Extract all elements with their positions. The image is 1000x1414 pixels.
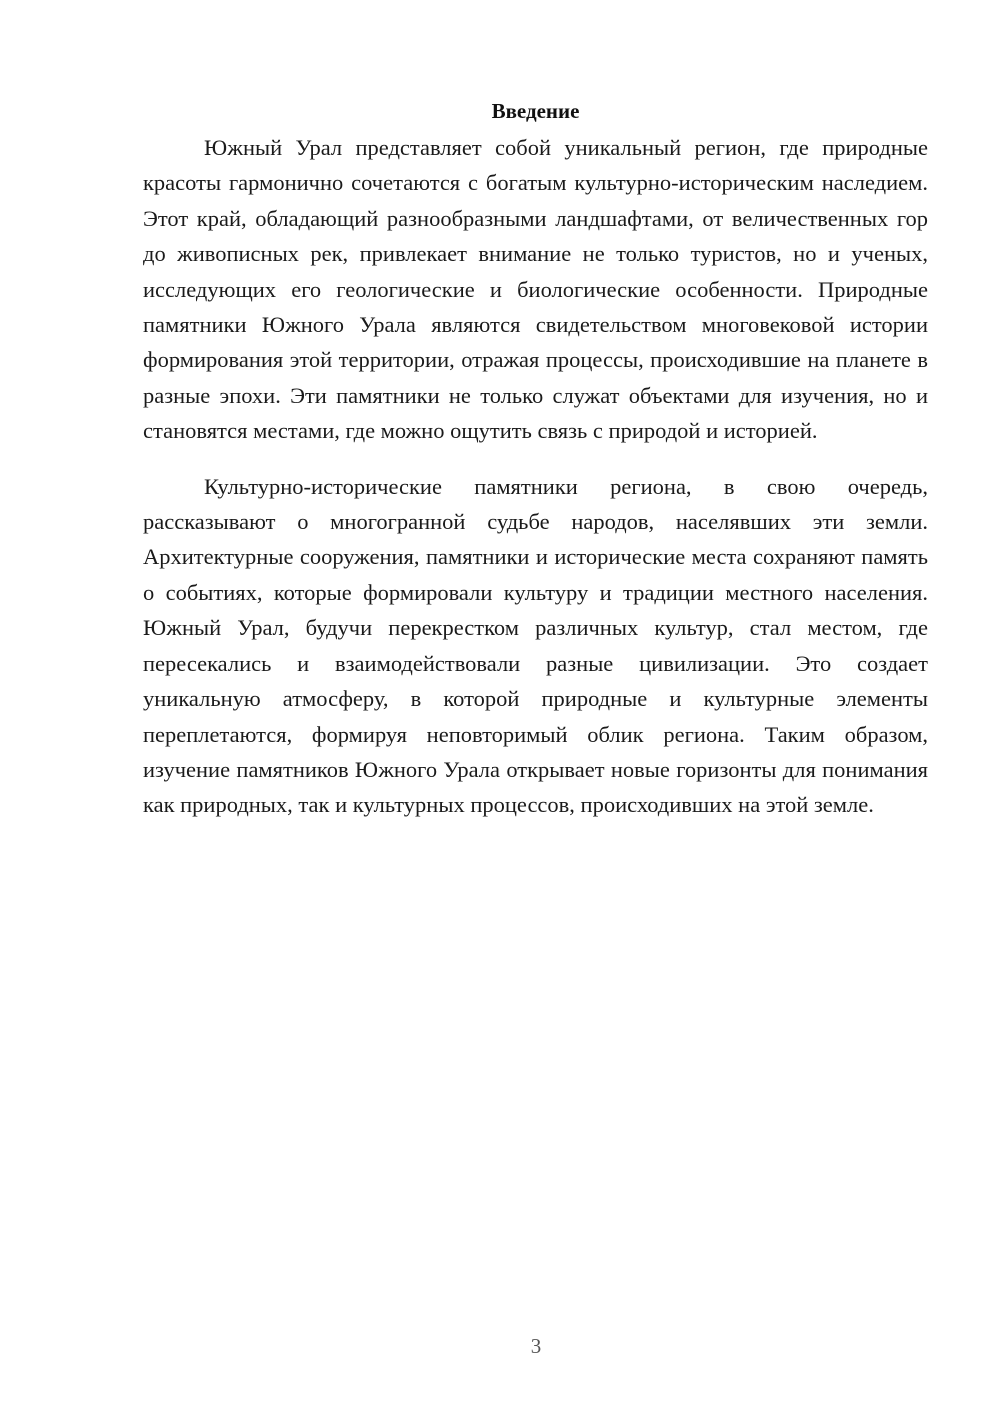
paragraph-2: Культурно-исторические памятники региона, в свою очередь, рассказывают о многогранной судьбе народов, населявших эти земли. Архитектурные сооружения, памятники и исторические места сохраняют память о событиях, которые формировали культуру и традиции местного населения. Южный Урал, будучи перекрестком различных культур, стал местом, где пересекались и взаимодействовали разные цивилизации. Это создает уникальную атмосферу, в которой природные и культурные элементы переплетаются, формируя неповторимый облик региона. Таким образом, изучение памятников Южного Урала открывает новые горизонты для понимания как природных, так и культурных процессов, происходивших на этой земле. [143, 473, 928, 818]
section-heading: Введение [491, 99, 580, 123]
paragraph-1: Южный Урал представляет собой уникальный регион, где природные красоты гармонично сочетаются с богатым культурно-историческим наследием. Этот край, обладающий разнообразными ландшафтами, от величественных гор до живописных рек, привлекает внимание не только туристов, но и ученых, исследующих его геологические и биологические особенности. Природные памятники Южного Урала являются свидетельством многовековой истории формирования этой территории, отражая процессы, происходившие на планете в разные эпохи. Эти памятники не только служат объектами для изучения, но и становятся местами, где можно ощутить связь с природой и историей. [143, 135, 928, 444]
page-content [143, 96, 928, 823]
page-number: 3 [530, 1334, 542, 1358]
